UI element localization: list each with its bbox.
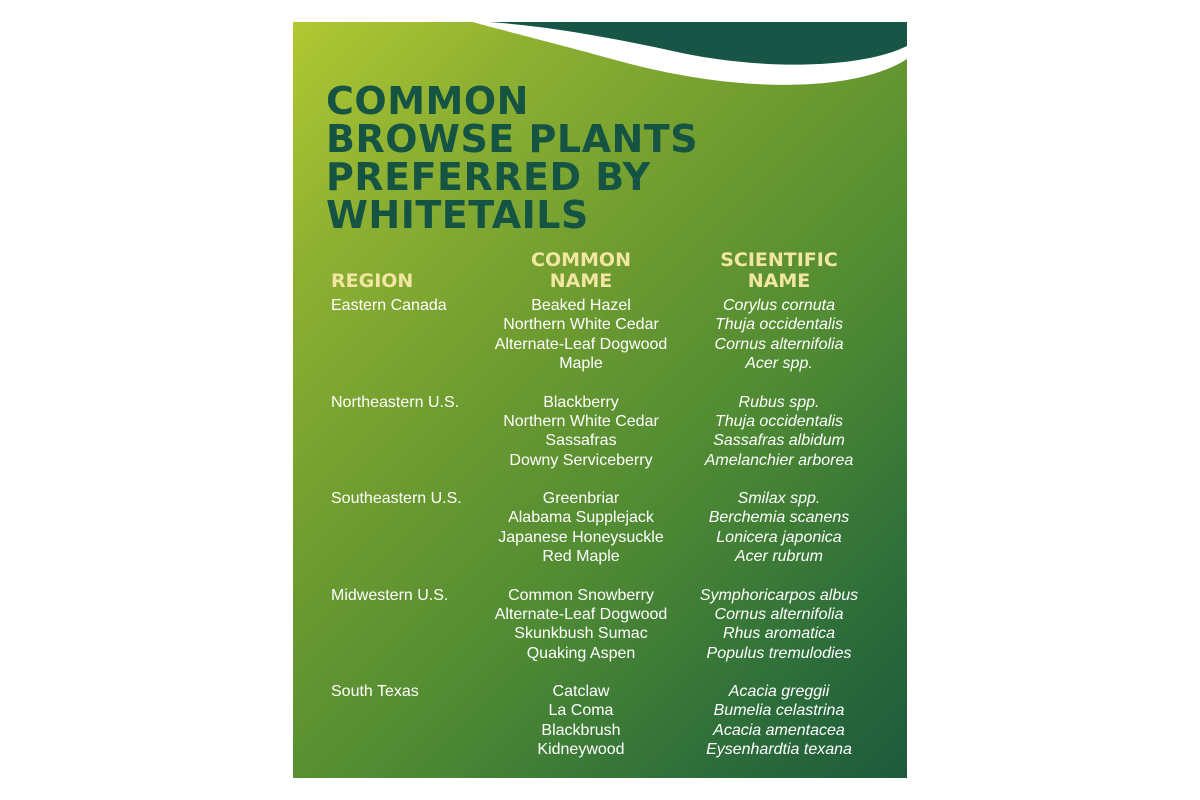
scientific-name: Acer rubrum	[734, 548, 824, 566]
scientific-name: Bumelia celastrina	[713, 702, 845, 720]
scientific-name-list	[669, 296, 889, 374]
common-name: Quaking Aspen	[526, 644, 636, 662]
title-line: COMMON	[326, 79, 529, 123]
common-name: Common Snowberry	[508, 586, 654, 604]
scientific-name: Acer spp.	[745, 355, 813, 373]
scientific-name-list	[669, 586, 889, 664]
region-label: Midwestern U.S.	[331, 586, 449, 604]
table-row	[293, 682, 907, 778]
scientific-name-list	[669, 682, 889, 760]
scientific-name: Rubus spp.	[738, 393, 820, 411]
region-label: Southeastern U.S.	[331, 490, 462, 507]
column-header-label: NAME	[549, 270, 613, 292]
column-header-label: SCIENTIFIC	[720, 249, 838, 271]
common-name: Skunkbush Sumac	[514, 625, 648, 643]
common-name: Blackbrush	[541, 721, 621, 739]
scientific-name: Symphoricarpos albus	[699, 586, 859, 604]
scientific-name: Acacia amentacea	[713, 721, 845, 739]
common-name: Beaked Hazel	[531, 297, 631, 314]
plant-table	[293, 296, 907, 778]
region-label: South Texas	[331, 683, 419, 700]
column-header-region	[331, 271, 413, 292]
infographic-card	[293, 22, 907, 778]
scientific-name: Thuja occidentalis	[714, 412, 844, 430]
common-name: Downy Serviceberry	[509, 451, 653, 469]
title-line: BROWSE PLANTS	[326, 117, 699, 161]
common-name: Greenbriar	[542, 490, 620, 507]
table-row	[293, 586, 907, 683]
common-name: Kidneywood	[537, 741, 625, 759]
common-name: Alternate-Leaf Dogwood	[494, 335, 668, 353]
scientific-name: Populus tremulodies	[706, 644, 852, 662]
common-name-list	[471, 296, 691, 374]
common-name: Maple	[559, 355, 603, 373]
common-name-list	[471, 586, 691, 664]
scientific-name: Berchemia scanens	[708, 509, 850, 527]
common-name: La Coma	[548, 702, 614, 720]
scientific-name: Sassafras albidum	[713, 432, 845, 450]
common-name: Northern White Cedar	[503, 316, 659, 334]
table-row	[293, 296, 907, 393]
region-label: Northeastern U.S.	[331, 393, 460, 411]
scientific-name: Corylus cornuta	[722, 297, 836, 314]
scientific-name: Cornus alternifolia	[714, 335, 844, 353]
common-name: Blackberry	[543, 393, 619, 411]
common-name-list	[471, 682, 691, 760]
column-header-common-name	[481, 250, 681, 292]
title-line: PREFERRED BY	[326, 155, 651, 199]
common-name-list	[471, 489, 691, 567]
column-header-label: REGION	[331, 270, 414, 292]
column-header-label: NAME	[747, 270, 811, 292]
table-row	[293, 489, 907, 586]
region-label: Eastern Canada	[331, 297, 447, 314]
common-name: Alternate-Leaf Dogwood	[494, 605, 668, 623]
common-name: Alabama Supplejack	[508, 509, 654, 527]
scientific-name-list	[669, 393, 889, 471]
table-row	[293, 393, 907, 490]
scientific-name: Lonicera japonica	[716, 528, 842, 546]
scientific-name: Amelanchier arborea	[704, 451, 854, 469]
scientific-name: Thuja occidentalis	[714, 316, 844, 334]
common-name: Northern White Cedar	[503, 412, 659, 430]
common-name: Japanese Honeysuckle	[498, 528, 664, 546]
column-header-label: COMMON	[531, 249, 631, 271]
scientific-name: Eysenhardtia texana	[706, 741, 852, 759]
title-line: WHITETAILS	[326, 193, 589, 237]
common-name: Red Maple	[542, 548, 620, 566]
common-name: Catclaw	[552, 683, 610, 700]
page-title	[326, 79, 886, 237]
common-name-list	[471, 393, 691, 471]
column-header-scientific-name	[679, 250, 879, 292]
scientific-name: Acacia greggii	[728, 683, 830, 700]
common-name: Sassafras	[545, 432, 617, 450]
scientific-name: Rhus aromatica	[722, 625, 836, 643]
scientific-name: Smilax spp.	[737, 490, 821, 507]
scientific-name-list	[669, 489, 889, 567]
scientific-name: Cornus alternifolia	[714, 605, 844, 623]
